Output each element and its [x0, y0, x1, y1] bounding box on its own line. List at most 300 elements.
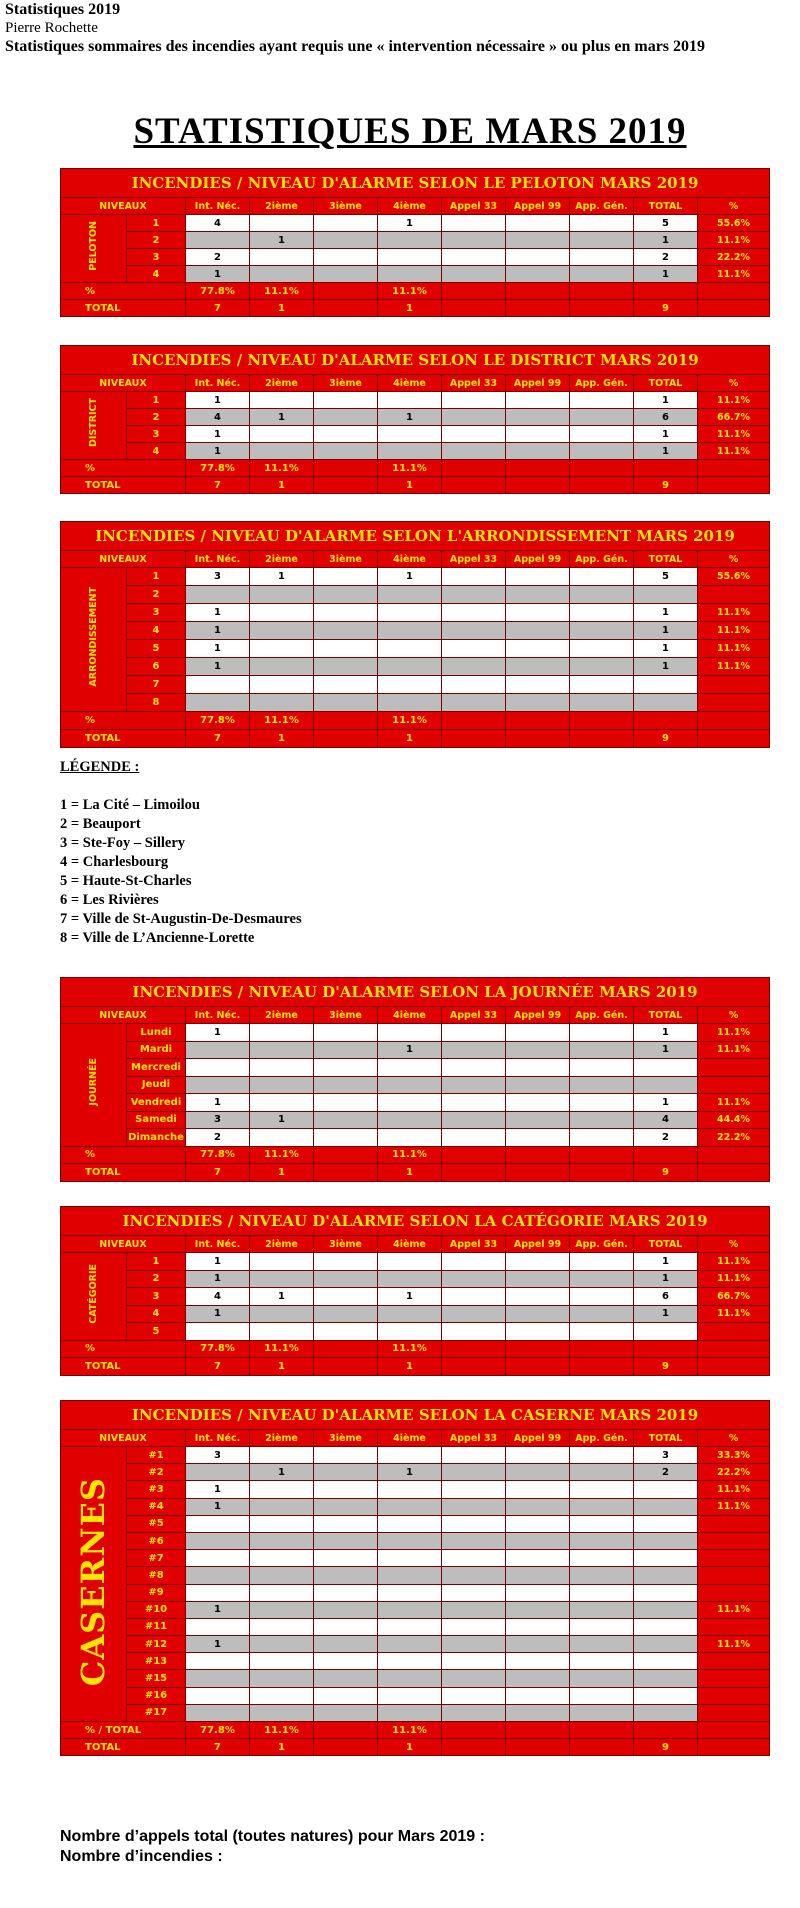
percent-value [314, 1722, 378, 1739]
total-value: 1 [250, 477, 314, 494]
total-value [570, 1358, 634, 1376]
cell-value [634, 1532, 698, 1549]
column-header: Appel 33 [442, 551, 506, 568]
table-row [61, 1253, 770, 1271]
cell-percent: 11.1% [698, 1041, 770, 1059]
total-row-label: TOTAL [61, 730, 186, 748]
cell-value [442, 1447, 506, 1464]
cell-value [378, 694, 442, 712]
cell-value: 3 [186, 1111, 250, 1129]
cell-percent: 11.1% [698, 426, 770, 443]
cell-percent [698, 586, 770, 604]
section-label [61, 215, 127, 283]
column-header: Int. Néc. [186, 375, 250, 392]
cell-value [250, 1584, 314, 1601]
cell-value [442, 1704, 506, 1721]
total-row-label: TOTAL [61, 1739, 186, 1756]
row-label: 6 [127, 658, 186, 676]
percent-value [634, 460, 698, 477]
row-label: #8 [127, 1567, 186, 1584]
cell-value [378, 640, 442, 658]
column-header: TOTAL [634, 1430, 698, 1447]
cell-value: 1 [186, 443, 250, 460]
cell-value [378, 232, 442, 249]
cell-value [442, 1288, 506, 1306]
percent-row [61, 1722, 770, 1739]
cell-percent [698, 1704, 770, 1721]
total-row-end [698, 730, 770, 748]
cell-value [570, 1076, 634, 1094]
cell-value: 1 [186, 640, 250, 658]
percent-value [634, 1146, 698, 1164]
cell-value [314, 568, 378, 586]
cell-value: 1 [186, 1601, 250, 1618]
cell-value [250, 1515, 314, 1532]
cell-value: 4 [634, 1111, 698, 1129]
cell-value [634, 1059, 698, 1077]
percent-value [314, 1340, 378, 1358]
row-label: Lundi [127, 1024, 186, 1042]
row-label: 4 [127, 266, 186, 283]
table-title: INCENDIES / NIVEAU D'ALARME SELON LA CASERNE MARS 2019 [61, 1401, 770, 1430]
cell-value [314, 1041, 378, 1059]
cell-value [506, 1305, 570, 1323]
table-title-row [61, 1207, 770, 1236]
cell-value: 1 [250, 1464, 314, 1481]
cell-value [250, 658, 314, 676]
column-header: NIVEAUX [61, 1236, 186, 1253]
total-value [506, 1358, 570, 1376]
total-value: 1 [250, 300, 314, 317]
cell-value [506, 443, 570, 460]
cell-value [634, 1653, 698, 1670]
column-header: Appel 99 [506, 1236, 570, 1253]
stats-table [60, 345, 770, 494]
column-header: TOTAL [634, 375, 698, 392]
cell-value [442, 1481, 506, 1498]
row-label: 2 [127, 232, 186, 249]
total-value [570, 730, 634, 748]
cell-value [314, 1567, 378, 1584]
cell-value [570, 1270, 634, 1288]
cell-value [314, 1270, 378, 1288]
cell-value: 1 [250, 568, 314, 586]
table-row [61, 1498, 770, 1515]
legend-item: 7 = Ville de St-Augustin-De-Desmaures [60, 911, 302, 927]
cell-value: 1 [634, 1253, 698, 1271]
cell-value: 1 [378, 215, 442, 232]
total-value: 1 [250, 730, 314, 748]
cell-value: 1 [378, 1464, 442, 1481]
cell-value [250, 1323, 314, 1341]
cell-percent: 11.1% [698, 392, 770, 409]
cell-value [570, 1670, 634, 1687]
column-header: 4ième [378, 1236, 442, 1253]
percent-value: 77.8% [186, 283, 250, 300]
table-row [61, 1567, 770, 1584]
percent-value [634, 1722, 698, 1739]
total-value [506, 477, 570, 494]
percent-value: 11.1% [250, 283, 314, 300]
cell-value [442, 1041, 506, 1059]
cell-value [570, 1687, 634, 1704]
row-label: 2 [127, 409, 186, 426]
percent-value: 77.8% [186, 460, 250, 477]
cell-value: 1 [634, 604, 698, 622]
cell-value [378, 266, 442, 283]
cell-value [250, 1532, 314, 1549]
row-label: Jeudi [127, 1076, 186, 1094]
table-row [61, 1323, 770, 1341]
cell-value [442, 1059, 506, 1077]
total-value: 7 [186, 730, 250, 748]
column-header: Appel 33 [442, 198, 506, 215]
cell-value [314, 1618, 378, 1635]
row-label: #10 [127, 1601, 186, 1618]
column-header: 3ième [314, 1236, 378, 1253]
cell-value [570, 426, 634, 443]
cell-value: 1 [186, 1270, 250, 1288]
cell-value [250, 443, 314, 460]
table-row [61, 1550, 770, 1567]
cell-value [250, 586, 314, 604]
percent-value: 11.1% [250, 712, 314, 730]
table-row [61, 1670, 770, 1687]
cell-value [250, 1550, 314, 1567]
cell-value: 1 [186, 1253, 250, 1271]
cell-value [250, 1481, 314, 1498]
column-header: TOTAL [634, 1236, 698, 1253]
row-label: #12 [127, 1636, 186, 1653]
column-header: 3ième [314, 1430, 378, 1447]
cell-value [250, 676, 314, 694]
percent-value [314, 460, 378, 477]
cell-value [506, 409, 570, 426]
cell-value [378, 392, 442, 409]
cell-value [442, 568, 506, 586]
cell-value [506, 1670, 570, 1687]
cell-percent [698, 1653, 770, 1670]
cell-value [442, 1253, 506, 1271]
cell-percent [698, 1059, 770, 1077]
total-row [61, 477, 770, 494]
table-row [61, 1653, 770, 1670]
table-title-row [61, 1401, 770, 1430]
cell-value [378, 1653, 442, 1670]
cell-value [506, 1094, 570, 1112]
cell-value [570, 1550, 634, 1567]
cell-value [250, 694, 314, 712]
cell-value [634, 1076, 698, 1094]
total-value: 7 [186, 1358, 250, 1376]
total-value: 1 [378, 477, 442, 494]
row-label: 1 [127, 1253, 186, 1271]
cell-value [378, 1447, 442, 1464]
percent-value [570, 1722, 634, 1739]
column-header: 2ième [250, 1430, 314, 1447]
cell-percent [698, 1076, 770, 1094]
cell-value [186, 676, 250, 694]
cell-value [378, 1129, 442, 1147]
cell-value [570, 1464, 634, 1481]
cell-value: 1 [634, 443, 698, 460]
percent-row-label: % [61, 712, 186, 730]
row-label: #17 [127, 1704, 186, 1721]
legend-title: LÉGENDE : [60, 759, 140, 775]
row-label: #2 [127, 1464, 186, 1481]
cell-value: 1 [634, 232, 698, 249]
cell-value [314, 249, 378, 266]
percent-row-label: % [61, 460, 186, 477]
table-row [61, 1129, 770, 1147]
row-label: Mercredi [127, 1059, 186, 1077]
total-row [61, 730, 770, 748]
total-value [314, 477, 378, 494]
cell-value [634, 1584, 698, 1601]
cell-value: 1 [378, 409, 442, 426]
cell-value [506, 586, 570, 604]
cell-value [314, 1550, 378, 1567]
percent-value [570, 283, 634, 300]
cell-value [186, 1323, 250, 1341]
table-row [61, 1532, 770, 1549]
cell-value [250, 1653, 314, 1670]
percent-value: 11.1% [250, 1722, 314, 1739]
cell-value: 6 [634, 1288, 698, 1306]
legend-item: 3 = Ste-Foy – Sillery [60, 835, 186, 851]
cell-percent: 11.1% [698, 1024, 770, 1042]
cell-value: 1 [634, 658, 698, 676]
stats-table [60, 1400, 770, 1756]
percent-value [314, 1146, 378, 1164]
column-header: % [698, 1007, 770, 1024]
cell-value [186, 1532, 250, 1549]
total-value [442, 1164, 506, 1182]
cell-value [314, 1059, 378, 1077]
cell-value [634, 1550, 698, 1567]
cell-value [634, 1687, 698, 1704]
legend-item: 4 = Charlesbourg [60, 854, 169, 870]
cell-value [634, 1515, 698, 1532]
cell-value [570, 232, 634, 249]
total-value [442, 730, 506, 748]
section-label-text: JOURNÉE [88, 1058, 99, 1107]
cell-value [570, 694, 634, 712]
cell-value [314, 1288, 378, 1306]
column-header: Int. Néc. [186, 1236, 250, 1253]
cell-value [506, 1323, 570, 1341]
cell-value: 1 [186, 1498, 250, 1515]
cell-value [442, 1653, 506, 1670]
cell-value [506, 1024, 570, 1042]
fires-count-label: Nombre d’incendies : [60, 1848, 223, 1865]
cell-value [442, 640, 506, 658]
total-value: 9 [634, 730, 698, 748]
cell-value [570, 215, 634, 232]
total-row-end [698, 300, 770, 317]
cell-value [506, 1567, 570, 1584]
cell-percent: 11.1% [698, 1270, 770, 1288]
row-label: #13 [127, 1653, 186, 1670]
cell-value [314, 443, 378, 460]
column-header: NIVEAUX [61, 198, 186, 215]
cell-value: 1 [186, 1094, 250, 1112]
cell-value [570, 568, 634, 586]
percent-value [314, 283, 378, 300]
total-row [61, 1739, 770, 1756]
row-label: 4 [127, 443, 186, 460]
cell-value [506, 1550, 570, 1567]
percent-row [61, 283, 770, 300]
cell-value [250, 1687, 314, 1704]
cell-value [250, 1253, 314, 1271]
total-value [314, 1739, 378, 1756]
page-title: STATISTIQUES DE MARS 2019 [133, 111, 687, 152]
cell-value [506, 1601, 570, 1618]
row-label: 2 [127, 586, 186, 604]
cell-value [378, 1253, 442, 1271]
cell-value: 2 [634, 249, 698, 266]
cell-value [186, 1618, 250, 1635]
cell-value [442, 249, 506, 266]
cell-value: 1 [250, 409, 314, 426]
cell-value: 1 [186, 622, 250, 640]
cell-value [250, 266, 314, 283]
percent-value: 77.8% [186, 1146, 250, 1164]
cell-percent: 11.1% [698, 1601, 770, 1618]
cell-value [314, 1704, 378, 1721]
column-header: 3ième [314, 198, 378, 215]
section-label [61, 568, 127, 712]
percent-value [570, 1146, 634, 1164]
cell-value: 1 [250, 1111, 314, 1129]
cell-value: 1 [250, 232, 314, 249]
cell-value [506, 1653, 570, 1670]
cell-value [314, 1129, 378, 1147]
table-row [61, 1687, 770, 1704]
percent-value: 11.1% [378, 283, 442, 300]
cell-value: 5 [634, 568, 698, 586]
cell-value: 1 [378, 1041, 442, 1059]
cell-value [314, 658, 378, 676]
cell-value [506, 1447, 570, 1464]
cell-value [250, 1305, 314, 1323]
table-row [61, 232, 770, 249]
cell-value [314, 426, 378, 443]
total-value: 1 [250, 1739, 314, 1756]
column-header: NIVEAUX [61, 551, 186, 568]
table-row [61, 443, 770, 460]
cell-value [378, 676, 442, 694]
legend-item: 2 = Beauport [60, 816, 141, 832]
table-row [61, 1076, 770, 1094]
cell-percent: 55.6% [698, 215, 770, 232]
cell-value [506, 1636, 570, 1653]
cell-value: 1 [634, 266, 698, 283]
cell-value [314, 232, 378, 249]
table-row [61, 1704, 770, 1721]
column-header-row [61, 1007, 770, 1024]
cell-value [442, 1129, 506, 1147]
stats-table [60, 1206, 770, 1376]
cell-value [634, 694, 698, 712]
cell-percent [698, 1687, 770, 1704]
section-label [61, 1024, 127, 1147]
percent-value: 11.1% [378, 712, 442, 730]
percent-row [61, 460, 770, 477]
cell-value [378, 1270, 442, 1288]
percent-row-label: % [61, 1340, 186, 1358]
percent-row-label: % [61, 1146, 186, 1164]
cell-value [378, 1111, 442, 1129]
column-header: Appel 99 [506, 551, 570, 568]
cell-value [314, 1601, 378, 1618]
table-title: INCENDIES / NIVEAU D'ALARME SELON LE DISTRICT MARS 2019 [61, 346, 770, 375]
percent-value [570, 460, 634, 477]
column-header-row [61, 1236, 770, 1253]
column-header: Appel 99 [506, 1430, 570, 1447]
cell-value [378, 1024, 442, 1042]
table-row [61, 1024, 770, 1042]
cell-value [506, 1041, 570, 1059]
column-header: 3ième [314, 1007, 378, 1024]
section-label-text: DISTRICT [88, 398, 99, 448]
document-header [5, 1, 795, 56]
column-header: Int. Néc. [186, 1007, 250, 1024]
column-header: Int. Néc. [186, 551, 250, 568]
column-header-row [61, 1430, 770, 1447]
cell-value [314, 1653, 378, 1670]
cell-value [570, 1041, 634, 1059]
column-header: Appel 99 [506, 375, 570, 392]
total-value [570, 1164, 634, 1182]
cell-value [378, 1305, 442, 1323]
cell-value [378, 1687, 442, 1704]
total-row-label: TOTAL [61, 300, 186, 317]
table-row [61, 1447, 770, 1464]
cell-value [250, 1024, 314, 1042]
percent-row-label: % [61, 283, 186, 300]
cell-value [506, 1270, 570, 1288]
table-row [61, 1618, 770, 1635]
cell-value [314, 1584, 378, 1601]
total-value [314, 730, 378, 748]
cell-value [186, 1704, 250, 1721]
cell-value [506, 1687, 570, 1704]
row-label: 2 [127, 1270, 186, 1288]
cell-value [378, 1532, 442, 1549]
total-row-label: TOTAL [61, 477, 186, 494]
cell-value [570, 1481, 634, 1498]
cell-value: 3 [634, 1447, 698, 1464]
table-row [61, 1305, 770, 1323]
cell-value [570, 409, 634, 426]
cell-percent: 11.1% [698, 443, 770, 460]
cell-value [570, 266, 634, 283]
cell-percent [698, 1550, 770, 1567]
cell-value [442, 1687, 506, 1704]
percent-value [570, 712, 634, 730]
cell-value [570, 1024, 634, 1042]
cell-value [570, 443, 634, 460]
column-header: TOTAL [634, 198, 698, 215]
cell-value [442, 1498, 506, 1515]
cell-value [506, 568, 570, 586]
table-row [61, 1094, 770, 1112]
table-row [61, 392, 770, 409]
total-value [506, 1164, 570, 1182]
cell-value [314, 1094, 378, 1112]
